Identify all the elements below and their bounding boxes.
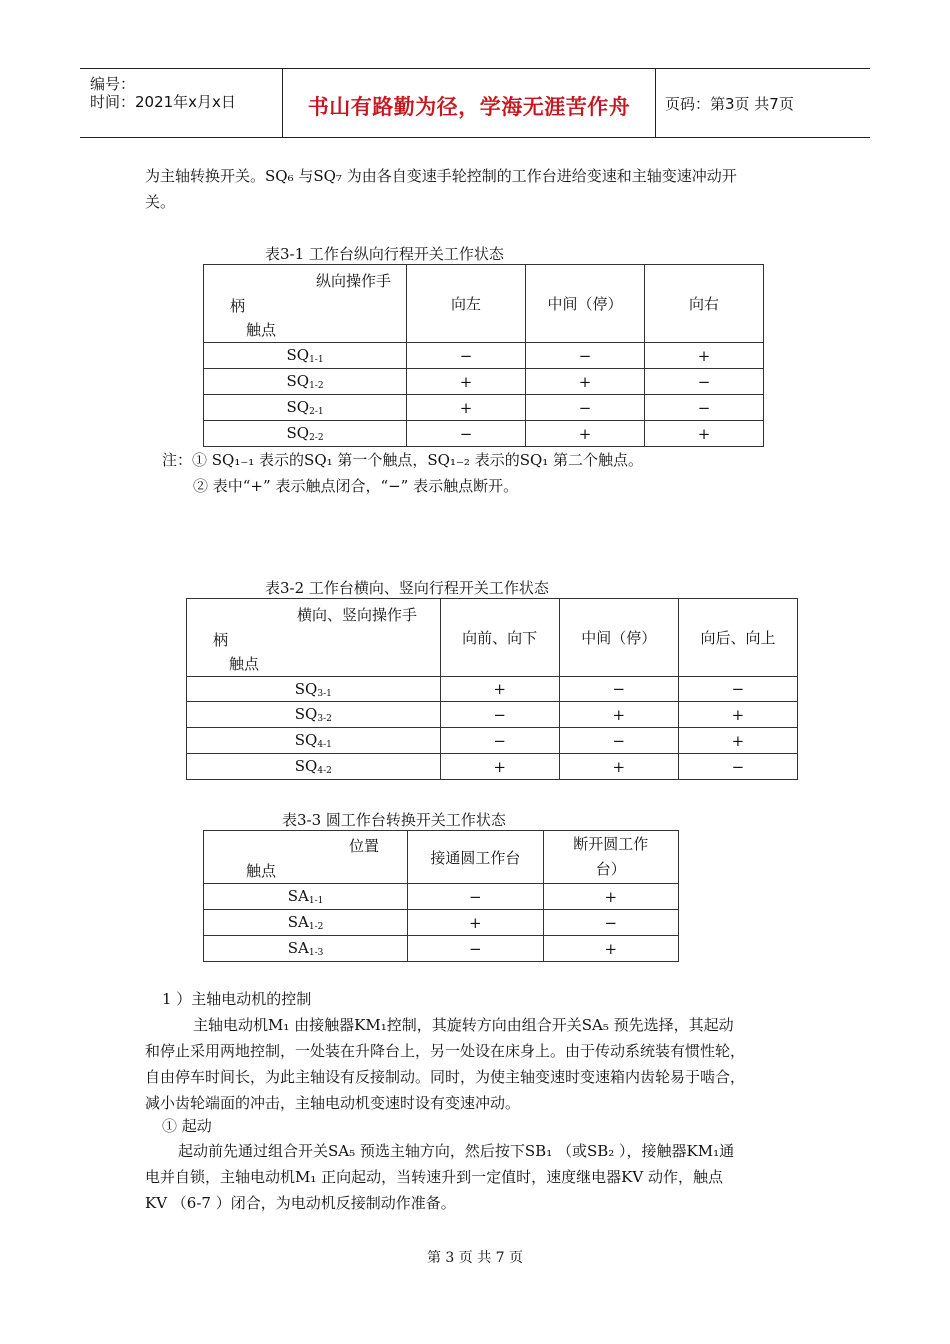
row-label: $SQ_{2-1}$ bbox=[204, 395, 407, 421]
row-label: $SQ_{2-2}$ bbox=[204, 421, 407, 447]
note-2: ② 表中“+” 表示触点闭合，“−” 表示触点断开。 bbox=[193, 477, 519, 495]
date-label: 时间：2021年x月x日 bbox=[90, 93, 236, 111]
cell: − bbox=[407, 421, 526, 447]
cell: + bbox=[525, 369, 644, 395]
page-footer: 第 3 页 共 7 页 bbox=[426, 1250, 524, 1266]
row-label: $SA_{1-3}$ bbox=[204, 936, 408, 962]
corner-line: 柄 bbox=[213, 631, 229, 649]
table1-header: 中间（停） bbox=[525, 265, 644, 343]
header-info-cell bbox=[80, 69, 283, 137]
cell: + bbox=[408, 910, 543, 936]
body-line: KV （6-7 ）闭合，为电动机反接制动作准备。 bbox=[145, 1194, 456, 1212]
table-row bbox=[204, 421, 764, 447]
row-label: $SQ_{3-1}$ bbox=[187, 677, 441, 702]
body-line: 电并自锁，主轴电动机M₁ 正向起动，当转速升到一定值时，速度继电器KV 动作，触点 bbox=[145, 1168, 723, 1186]
cell: + bbox=[407, 395, 526, 421]
cell: + bbox=[645, 421, 764, 447]
corner-line: 纵向操作手 bbox=[316, 272, 392, 290]
table2 bbox=[186, 598, 798, 780]
table2-header: 向后、向上 bbox=[678, 599, 797, 677]
cell: − bbox=[678, 754, 797, 780]
table-row bbox=[204, 936, 679, 962]
corner-line: 触点 bbox=[246, 862, 277, 880]
table3-caption: 表3-3 圆工作台转换开关工作状态 bbox=[282, 811, 506, 829]
page-header bbox=[80, 68, 870, 138]
cell: + bbox=[678, 702, 797, 728]
cell: + bbox=[559, 754, 678, 780]
row-label: $SQ_{1-1}$ bbox=[204, 343, 407, 369]
table-row bbox=[204, 884, 679, 910]
table-row bbox=[204, 343, 764, 369]
page-label: 页码：第3页 共7页 bbox=[665, 95, 794, 113]
table1-caption: 表3-1 工作台纵向行程开关工作状态 bbox=[265, 245, 504, 263]
table1-header: 向右 bbox=[645, 265, 764, 343]
table3-header: 断开圆工作 台） bbox=[543, 831, 678, 884]
cell: − bbox=[407, 343, 526, 369]
cell: − bbox=[645, 395, 764, 421]
table-row bbox=[187, 677, 798, 702]
body-line: 和停止采用两地控制，一处装在升降台上，另一处设在床身上。由于传动系统装有惯性轮， bbox=[145, 1042, 746, 1060]
row-label: $SQ_{1-2}$ bbox=[204, 369, 407, 395]
cell: − bbox=[543, 910, 678, 936]
table-row bbox=[187, 702, 798, 728]
cell: + bbox=[440, 754, 559, 780]
table-row bbox=[187, 754, 798, 780]
intro-line-1: 为主轴转换开关。SQ₆ 与SQ₇ 为由各自变速手轮控制的工作台进给变速和主轴变速冲动开 bbox=[145, 167, 737, 185]
table2-caption: 表3-2 工作台横向、竖向行程开关工作状态 bbox=[265, 579, 549, 597]
corner-line: 横向、竖向操作手 bbox=[297, 606, 418, 624]
table2-header: 向前、向下 bbox=[440, 599, 559, 677]
cell: + bbox=[559, 702, 678, 728]
row-label: $SA_{1-1}$ bbox=[204, 884, 408, 910]
sub-heading: ① 起动 bbox=[162, 1117, 212, 1135]
table2-corner-cell bbox=[187, 599, 441, 677]
cell: − bbox=[408, 936, 543, 962]
cell: − bbox=[678, 677, 797, 702]
corner-line: 柄 bbox=[230, 297, 246, 315]
row-label: $SQ_{4-2}$ bbox=[187, 754, 441, 780]
body-line: 自由停车时间长，为此主轴设有反接制动。同时，为使主轴变速时变速箱内齿轮易于啮合， bbox=[145, 1068, 746, 1086]
note-1: 注：① SQ₁₋₁ 表示的SQ₁ 第一个触点，SQ₁₋₂ 表示的SQ₁ 第二个触点。 bbox=[162, 451, 644, 469]
table-row bbox=[187, 728, 798, 754]
cell: + bbox=[407, 369, 526, 395]
row-label: $SQ_{3-2}$ bbox=[187, 702, 441, 728]
table-row bbox=[204, 369, 764, 395]
header-motto-cell bbox=[283, 69, 656, 137]
table3 bbox=[203, 830, 679, 962]
intro-line-2: 关。 bbox=[145, 193, 176, 211]
table3-corner-cell bbox=[204, 831, 408, 884]
table1 bbox=[203, 264, 764, 447]
corner-line: 触点 bbox=[246, 321, 277, 339]
table-row bbox=[204, 910, 679, 936]
cell: + bbox=[543, 884, 678, 910]
cell: + bbox=[645, 343, 764, 369]
cell: − bbox=[525, 395, 644, 421]
cell: − bbox=[559, 728, 678, 754]
number-label: 编号： bbox=[90, 75, 136, 93]
cell: + bbox=[525, 421, 644, 447]
corner-line: 触点 bbox=[229, 655, 260, 673]
body-line: 减小齿轮端面的冲击，主轴电动机变速时设有变速冲动。 bbox=[145, 1094, 521, 1112]
row-label: $SQ_{4-1}$ bbox=[187, 728, 441, 754]
motto: 书山有路勤为径，学海无涯苦作舟 bbox=[307, 95, 631, 119]
cell: − bbox=[440, 702, 559, 728]
table1-corner-cell bbox=[204, 265, 407, 343]
row-label: $SA_{1-2}$ bbox=[204, 910, 408, 936]
cell: − bbox=[440, 728, 559, 754]
section-heading: 1 ）主轴电动机的控制 bbox=[162, 990, 312, 1008]
cell: + bbox=[440, 677, 559, 702]
cell: − bbox=[408, 884, 543, 910]
cell: − bbox=[559, 677, 678, 702]
body-line: 起动前先通过组合开关SA₅ 预选主轴方向，然后按下SB₁ （或SB₂ ），接触器KM₁通 bbox=[178, 1142, 735, 1160]
table3-header: 接通圆工作台 bbox=[408, 831, 543, 884]
table2-header: 中间（停） bbox=[559, 599, 678, 677]
table-row bbox=[204, 395, 764, 421]
cell: − bbox=[525, 343, 644, 369]
table1-header: 向左 bbox=[407, 265, 526, 343]
cell: + bbox=[678, 728, 797, 754]
body-line: 主轴电动机M₁ 由接触器KM₁控制，其旋转方向由组合开关SA₅ 预先选择，其起动 bbox=[193, 1016, 734, 1034]
corner-line: 位置 bbox=[349, 837, 380, 855]
cell: + bbox=[543, 936, 678, 962]
cell: − bbox=[645, 369, 764, 395]
